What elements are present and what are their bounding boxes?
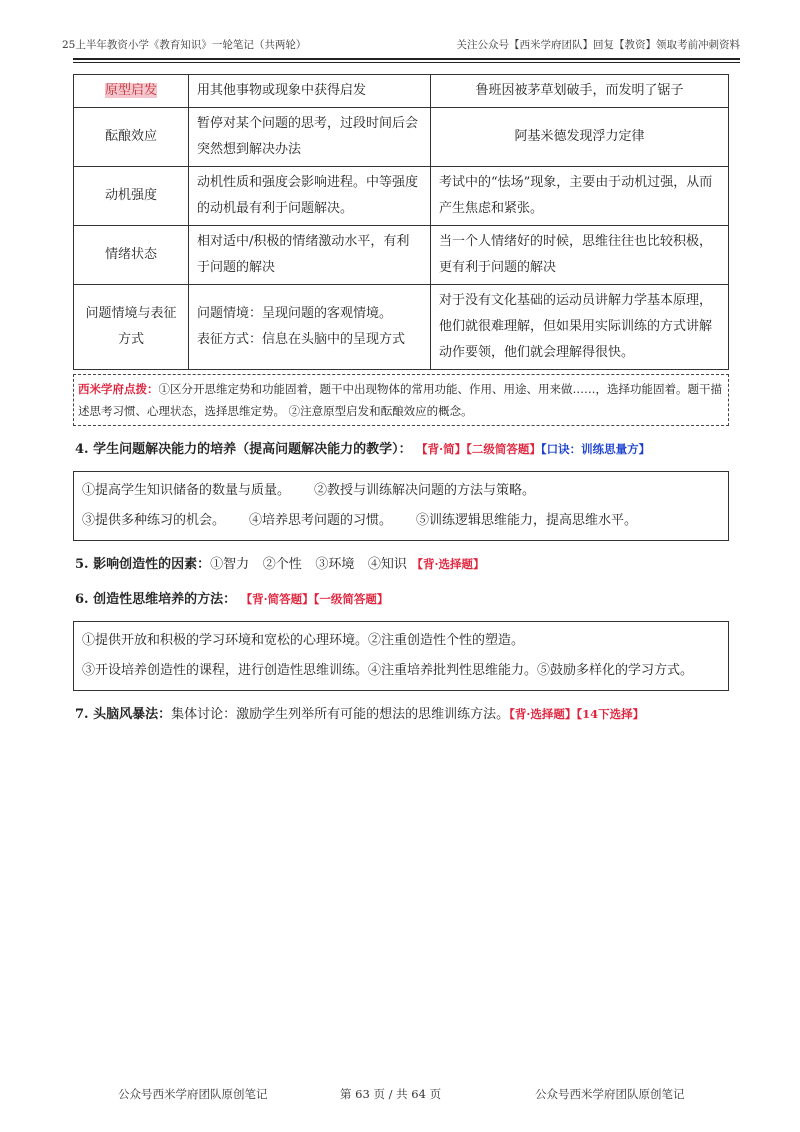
section-4-box [73, 471, 729, 541]
example-cell: 鲁班因被茅草划破手，而发明了锯子 [431, 75, 729, 108]
term-cell: 情绪状态 [74, 226, 189, 285]
factor: ①智力 [210, 557, 250, 572]
list-line: ①提供开放和积极的学习环境和宽松的心理环境。②注重创造性个性的塑造。 [82, 633, 525, 648]
table-row [74, 75, 729, 108]
section-title: 学生问题解决能力的培养（提高问题解决能力的教学）： [93, 442, 412, 457]
section-5-heading [73, 553, 729, 576]
desc-cell: 暂停对某个问题的思考，过段时间后会突然想到解决办法 [189, 108, 431, 167]
section-6-box [73, 621, 729, 691]
table-row [74, 285, 729, 370]
factors-table [73, 74, 729, 370]
desc-cell: 动机性质和强度会影响进程。中等强度的动机最有利于问题解决。 [189, 167, 431, 226]
list-item: ②教授与训练解决问题的方法与策略。 [314, 483, 536, 498]
term-cell: 原型启发 [104, 83, 157, 98]
footer-right: 公众号西米学府团队原创笔记 [535, 1087, 685, 1101]
tag: 【背·简】【二级简答题】 [416, 442, 541, 456]
section-number: 6. [75, 592, 89, 607]
table-row [74, 167, 729, 226]
header-right: 关注公众号【西米学府团队】回复【教资】领取考前冲刺资料 [456, 39, 740, 51]
section-6-heading [73, 588, 729, 611]
header-rules [73, 58, 740, 63]
section-number: 7. [75, 707, 89, 722]
tip-box [73, 374, 729, 426]
tag: 【背·选择题】【14下选择】 [509, 707, 645, 721]
section-4-heading [73, 438, 729, 461]
example-cell: 当一个人情绪好的时候，思维往往也比较积极，更有利于问题的解决 [431, 226, 729, 285]
section-title: 影响创造性的因素： [93, 557, 211, 572]
list-item: ③提供多种练习的机会。 [82, 513, 226, 528]
page-header [62, 38, 740, 63]
factor: ③环境 [315, 557, 355, 572]
tip-text: ①区分开思维定势和功能固着，题干中出现物体的常用功能、作用、用途、用来做……，选择功能固着。题干描述思考习惯、心理状态，选择思维定势。 ②注意原型启发和酝酿效应的概念。 [78, 382, 722, 418]
example-cell: 阿基米德发现浮力定律 [431, 108, 729, 167]
section-number: 5. [75, 557, 89, 572]
section-title: 头脑风暴法： [93, 707, 172, 722]
header-rule [73, 58, 740, 60]
mnemonic-tag: 【口诀：训练思量方】 [540, 442, 651, 456]
desc-line: 表征方式：信息在头脑中的呈现方式 [197, 332, 406, 347]
list-row [82, 476, 720, 506]
term-cell: 动机强度 [74, 167, 189, 226]
section-7-heading [73, 703, 729, 726]
tag: 【背·选择题】 [411, 557, 485, 571]
page-number: 第 63 页 / 共 64 页 [340, 1087, 442, 1101]
section-title: 创造性思维培养的方法： [93, 592, 237, 607]
page-content [73, 74, 729, 726]
list-item: ①提高学生知识储备的数量与质量。 [82, 483, 291, 498]
example-cell: 考试中的“怯场”现象，主要由于动机过强，从而产生焦虑和紧张。 [431, 167, 729, 226]
term-cell: 问题情境与表征方式 [74, 285, 189, 370]
section-number: 4. [75, 442, 89, 457]
list-item: ④培养思考问题的习惯。 [249, 513, 393, 528]
list-row [82, 506, 720, 536]
list-line: ③开设培养创造性的课程，进行创造性思维训练。④注重培养批判性思维能力。⑤鼓励多样化的学习方式。 [82, 663, 694, 678]
list-item: ⑤训练逻辑思维能力，提高思维水平。 [416, 513, 638, 528]
desc-cell [189, 285, 431, 370]
term-cell: 酝酿效应 [74, 108, 189, 167]
example-cell: 对于没有文化基础的运动员讲解力学基本原理，他们就很难理解，但如果用实际训练的方式讲解动作要领，他们就会理解得很快。 [431, 285, 729, 370]
header-left: 25上半年教资小学《教育知识》一轮笔记（共两轮） [62, 39, 307, 51]
factor: ②个性 [262, 557, 302, 572]
section-text: 集体讨论：激励学生列举所有可能的想法的思维训练方法。 [171, 707, 510, 722]
table-row [74, 226, 729, 285]
footer-left: 公众号西米学府团队原创笔记 [118, 1087, 268, 1101]
desc-cell: 相对适中/积极的情绪激动水平，有利于问题的解决 [189, 226, 431, 285]
tip-label: 西米学府点拨： [78, 382, 159, 396]
tag: 【背·简答题】【一级简答题】 [240, 592, 389, 606]
desc-line: 问题情境：呈现问题的客观情境。 [197, 306, 393, 321]
factor: ④知识 [367, 557, 407, 572]
table-row [74, 108, 729, 167]
desc-cell: 用其他事物或现象中获得启发 [189, 75, 431, 108]
header-rule-thin [73, 62, 740, 63]
